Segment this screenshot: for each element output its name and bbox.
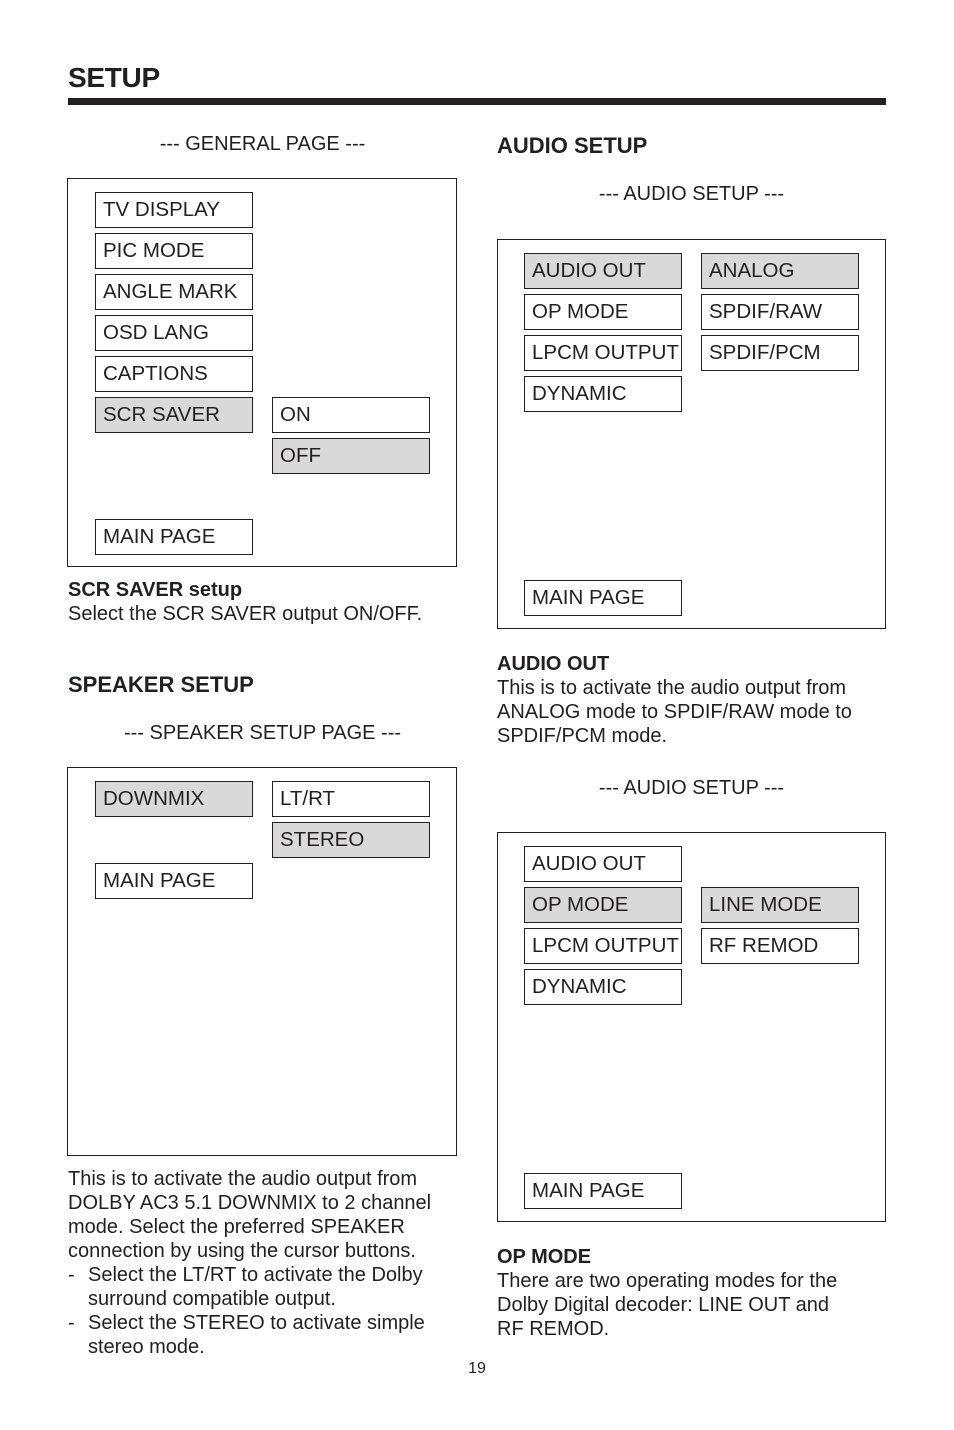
menu-item-captions[interactable]: CAPTIONS	[95, 356, 253, 392]
option-off[interactable]: OFF	[272, 438, 430, 474]
speaker-setup-caption: --- SPEAKER SETUP PAGE ---	[123, 722, 402, 744]
audio-setup-caption: --- AUDIO SETUP ---	[598, 183, 785, 205]
option-on[interactable]: ON	[272, 397, 430, 433]
menu-item-audio-out[interactable]: AUDIO OUT	[524, 253, 682, 289]
main-page-button[interactable]: MAIN PAGE	[524, 1173, 682, 1209]
menu-item-lpcm-output[interactable]: LPCM OUTPUT	[524, 335, 682, 371]
speaker-text-line: connection by using the cursor buttons.	[68, 1240, 416, 1262]
audio-out-text-line: ANALOG mode to SPDIF/RAW mode to	[497, 701, 852, 723]
title-rule	[68, 98, 886, 105]
speaker-text-line: This is to activate the audio output from	[68, 1168, 418, 1190]
menu-item-angle-mark[interactable]: ANGLE MARK	[95, 274, 253, 310]
bullet-text-line: stereo mode.	[88, 1336, 205, 1358]
main-page-button[interactable]: MAIN PAGE	[95, 863, 253, 899]
bullet-text-line: Select the STEREO to activate simple	[88, 1312, 425, 1334]
bullet-text-line: Select the LT/RT to activate the Dolby	[88, 1264, 423, 1286]
op-mode-text-line: Dolby Digital decoder: LINE OUT and	[497, 1294, 830, 1316]
menu-item-osd-lang[interactable]: OSD LANG	[95, 315, 253, 351]
menu-item-scr-saver[interactable]: SCR SAVER	[95, 397, 253, 433]
audio-setup-heading: AUDIO SETUP	[497, 133, 648, 158]
op-mode-description	[497, 1245, 907, 1341]
general-page-caption: --- GENERAL PAGE ---	[159, 133, 366, 155]
option-spdif-raw[interactable]: SPDIF/RAW	[701, 294, 859, 330]
menu-item-lpcm-output[interactable]: LPCM OUTPUT	[524, 928, 682, 964]
bullet-dash: -	[68, 1312, 75, 1334]
menu-item-audio-out[interactable]: AUDIO OUT	[524, 846, 682, 882]
scr-saver-heading: SCR SAVER setup	[68, 579, 243, 601]
option-stereo[interactable]: STEREO	[272, 822, 430, 858]
menu-item-dynamic[interactable]: DYNAMIC	[524, 969, 682, 1005]
option-analog[interactable]: ANALOG	[701, 253, 859, 289]
audio-setup-panel	[497, 239, 886, 629]
general-page-panel	[67, 178, 457, 567]
speaker-text-line: DOLBY AC3 5.1 DOWNMIX to 2 channel	[68, 1192, 432, 1214]
bullet-stereo	[68, 1311, 468, 1359]
audio-setup-caption-2: --- AUDIO SETUP ---	[598, 777, 785, 799]
speaker-setup-panel	[67, 767, 457, 1156]
menu-item-downmix[interactable]: DOWNMIX	[95, 781, 253, 817]
main-page-button[interactable]: MAIN PAGE	[95, 519, 253, 555]
op-mode-text-line: There are two operating modes for the	[497, 1270, 838, 1292]
option-spdif-pcm[interactable]: SPDIF/PCM	[701, 335, 859, 371]
scr-saver-description	[68, 578, 468, 626]
audio-out-heading: AUDIO OUT	[497, 653, 610, 675]
bullet-lt-rt	[68, 1263, 468, 1311]
menu-item-dynamic[interactable]: DYNAMIC	[524, 376, 682, 412]
scr-saver-text: Select the SCR SAVER output ON/OFF.	[68, 603, 423, 625]
menu-item-pic-mode[interactable]: PIC MODE	[95, 233, 253, 269]
menu-item-tv-display[interactable]: TV DISPLAY	[95, 192, 253, 228]
audio-out-text-line: This is to activate the audio output from	[497, 677, 847, 699]
option-line-mode[interactable]: LINE MODE	[701, 887, 859, 923]
audio-out-description	[497, 652, 907, 748]
audio-out-text-line: SPDIF/PCM mode.	[497, 725, 668, 747]
menu-item-op-mode[interactable]: OP MODE	[524, 294, 682, 330]
op-mode-text-line: RF REMOD.	[497, 1318, 610, 1340]
option-lt-rt[interactable]: LT/RT	[272, 781, 430, 817]
op-mode-heading: OP MODE	[497, 1246, 592, 1268]
page-title: SETUP	[68, 62, 160, 93]
option-rf-remod[interactable]: RF REMOD	[701, 928, 859, 964]
bullet-text-line: surround compatible output.	[88, 1288, 336, 1310]
menu-item-op-mode[interactable]: OP MODE	[524, 887, 682, 923]
speaker-description	[68, 1167, 468, 1263]
bullet-dash: -	[68, 1264, 75, 1286]
speaker-setup-heading: SPEAKER SETUP	[68, 672, 254, 697]
main-page-button[interactable]: MAIN PAGE	[524, 580, 682, 616]
speaker-text-line: mode. Select the preferred SPEAKER	[68, 1216, 405, 1238]
audio-setup-panel-2	[497, 832, 886, 1222]
page-number: 19	[468, 1360, 486, 1377]
